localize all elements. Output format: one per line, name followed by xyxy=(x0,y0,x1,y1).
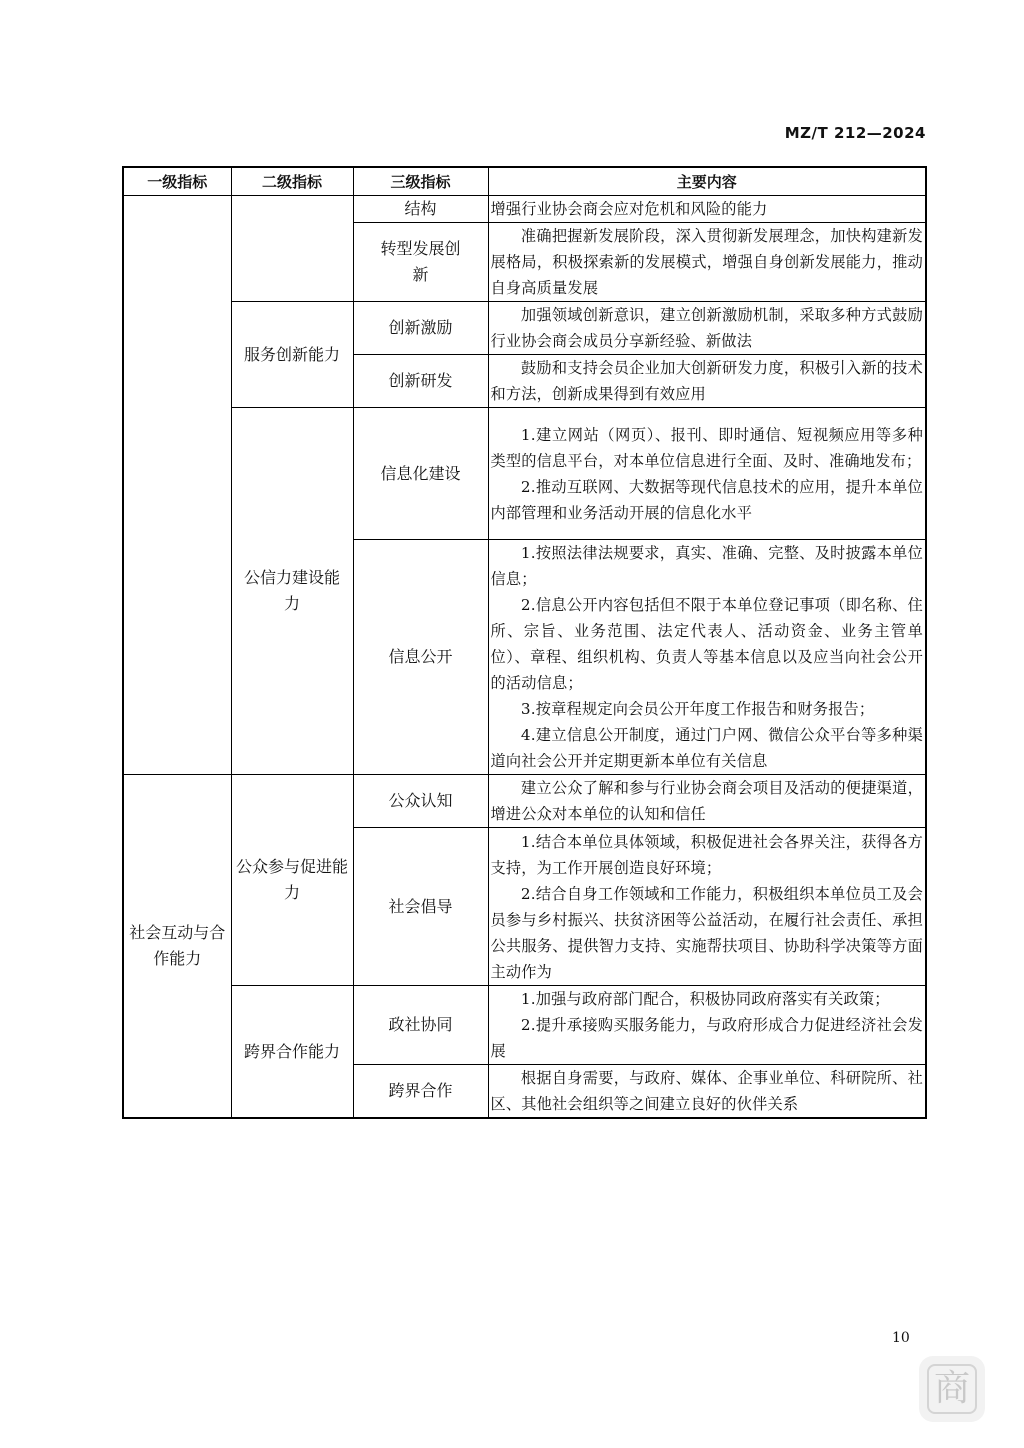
content-paragraph: 1.按照法律法规要求，真实、准确、完整、及时披露本单位信息； xyxy=(490,544,923,588)
content-paragraph: 2.信息公开内容包括但不限于本单位登记事项（即名称、住所、宗旨、业务范围、法定代表人、活动资金、业务主管单位）、章程、组织机构、负责人等基本信息以及应当向社会公开的活动信息； xyxy=(490,596,923,692)
table-row xyxy=(123,196,926,223)
level-3-cell: 跨界合作 xyxy=(353,1065,488,1119)
level-3-cell: 信息化建设 xyxy=(353,408,488,540)
content-paragraph: 建立公众了解和参与行业协会商会项目及活动的便捷渠道，增进公众对本单位的认知和信任 xyxy=(490,779,923,823)
table-header-row xyxy=(123,167,926,196)
content-cell xyxy=(488,1065,926,1119)
content-cell xyxy=(488,223,926,302)
header-main-content: 主要内容 xyxy=(488,167,926,196)
content-cell xyxy=(488,775,926,828)
table-row xyxy=(123,302,926,355)
content-paragraph: 鼓励和支持会员企业加大创新研发力度，积极引入新的技术和方法，创新成果得到有效应用 xyxy=(490,359,923,403)
content-paragraph: 1.结合本单位具体领域，积极促进社会各界关注，获得各方支持，为工作开展创造良好环境； xyxy=(490,832,923,877)
content-cell xyxy=(488,355,926,408)
level-3-cell: 信息公开 xyxy=(353,540,488,775)
watermark-logo-glyph: 商 xyxy=(927,1364,977,1414)
content-cell xyxy=(488,302,926,355)
level-2-cell: 服务创新能力 xyxy=(231,302,353,408)
standard-code: MZ/T 212—2024 xyxy=(784,124,926,142)
level-2-cell-empty xyxy=(231,196,353,302)
content-paragraph: 2.结合自身工作领域和工作能力，积极组织本单位员工及会员参与乡村振兴、扶贫济困等公益活动，在履行社会责任、承担公共服务、提供智力支持、实施帮扶项目、协助科学决策等方面主动作为 xyxy=(490,884,923,981)
header-level-2: 二级指标 xyxy=(231,167,353,196)
content-paragraph: 1.加强与政府部门配合，积极协同政府落实有关政策； xyxy=(520,990,890,1008)
table-row xyxy=(123,408,926,540)
content-paragraph: 增强行业协会商会应对危机和风险的能力 xyxy=(490,200,768,218)
level-2-cell: 跨界合作能力 xyxy=(231,986,353,1119)
content-paragraph: 根据自身需要，与政府、媒体、企事业单位、科研院所、社区、其他社会组织等之间建立良好的伙伴关系 xyxy=(490,1069,923,1113)
level-1-cell: 社会互动与合作能力 xyxy=(123,775,231,1119)
content-paragraph: 1.建立网站（网页）、报刊、即时通信、短视频应用等多种类型的信息平台，对本单位信息进行全面、及时、准确地发布； xyxy=(490,425,923,470)
level-3-cell: 创新激励 xyxy=(353,302,488,355)
level-2-cell: 公信力建设能力 xyxy=(231,408,353,775)
page-number: 10 xyxy=(892,1330,910,1346)
content-paragraph: 2.提升承接购买服务能力，与政府形成合力促进经济社会发展 xyxy=(490,1016,923,1060)
content-paragraph: 准确把握新发展阶段，深入贯彻新发展理念，加快构建新发展格局，积极探索新的发展模式，增强自身创新发展能力，推动自身高质量发展 xyxy=(490,227,923,297)
content-paragraph: 加强领域创新意识，建立创新激励机制，采取多种方式鼓励行业协会商会成员分享新经验、新做法 xyxy=(490,306,923,350)
content-cell xyxy=(488,828,926,986)
level-3-cell: 创新研发 xyxy=(353,355,488,408)
header-level-3: 三级指标 xyxy=(353,167,488,196)
header-level-1: 一级指标 xyxy=(123,167,231,196)
level-3-cell: 公众认知 xyxy=(353,775,488,828)
content-paragraph: 2.推动互联网、大数据等现代信息技术的应用，提升本单位内部管理和业务活动开展的信息化水平 xyxy=(490,477,923,522)
watermark-logo xyxy=(919,1356,985,1422)
content-cell xyxy=(488,408,926,540)
level-2-cell: 公众参与促进能力 xyxy=(231,775,353,986)
content-paragraph: 3.按章程规定向会员公开年度工作报告和财务报告； xyxy=(520,700,875,718)
table-row xyxy=(123,775,926,828)
level-3-cell: 转型发展创新 xyxy=(353,223,488,302)
content-cell xyxy=(488,986,926,1065)
content-cell xyxy=(488,196,926,223)
indicator-table xyxy=(122,166,927,1119)
level-3-cell: 政社协同 xyxy=(353,986,488,1065)
level-1-cell-empty xyxy=(123,196,231,775)
content-cell xyxy=(488,540,926,775)
level-3-cell: 社会倡导 xyxy=(353,828,488,986)
level-3-cell: 结构 xyxy=(353,196,488,223)
table-row xyxy=(123,986,926,1065)
content-paragraph: 4.建立信息公开制度，通过门户网、微信公众平台等多种渠道向社会公开并定期更新本单位有关信息 xyxy=(490,726,923,770)
